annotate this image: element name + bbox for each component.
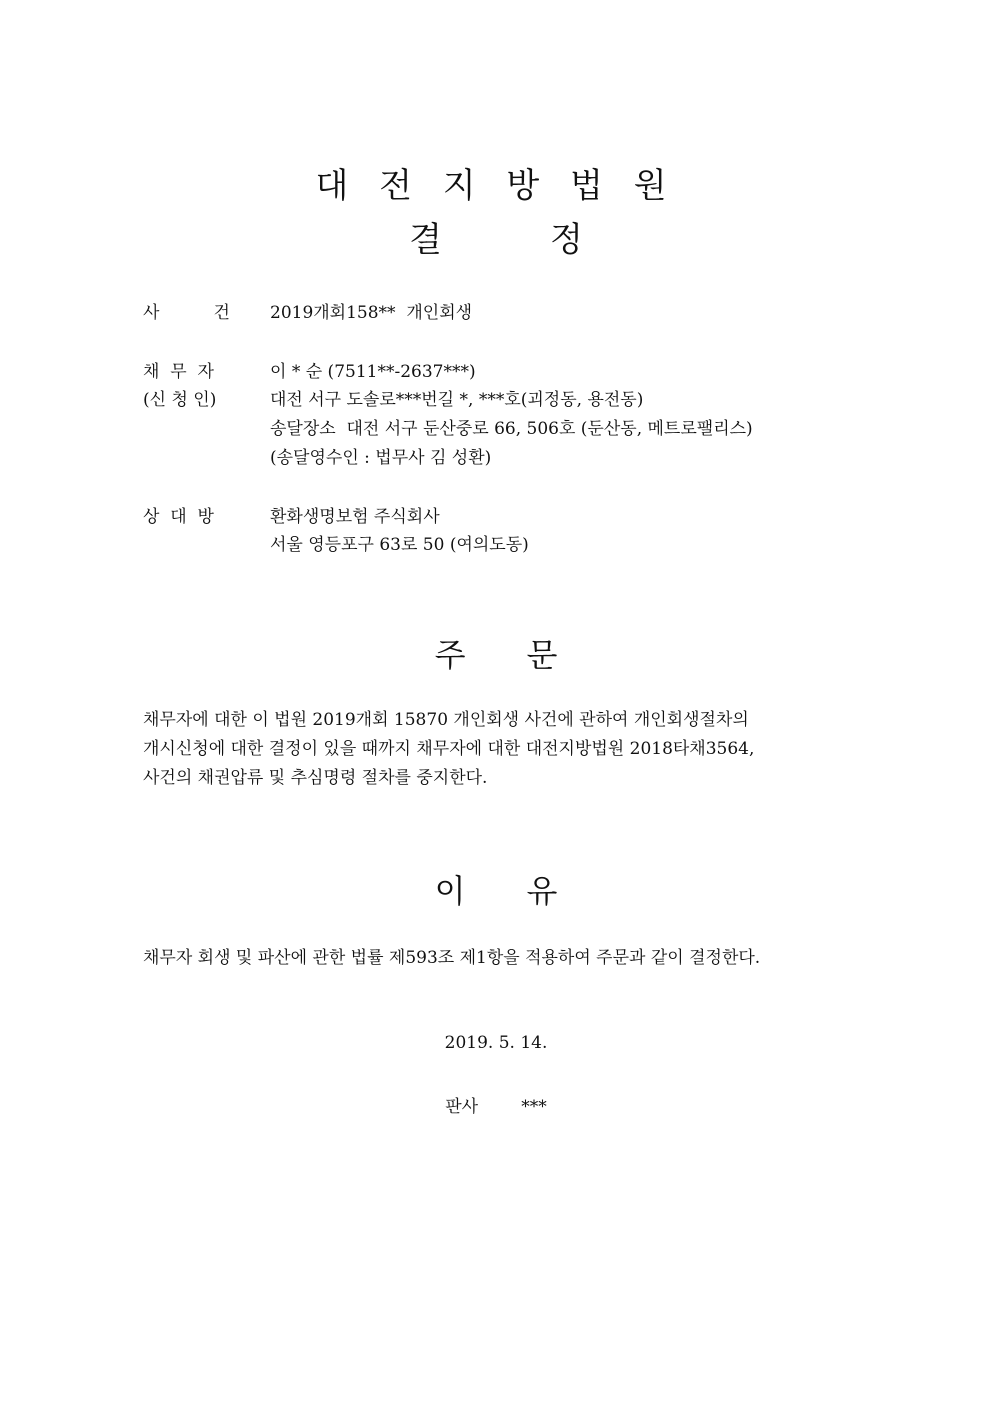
delivery-agent: (송달영수인 : 법무사 김 성환) bbox=[270, 448, 492, 468]
document-type-title: 결 정 bbox=[409, 220, 583, 260]
judge-signature: 판사 *** bbox=[445, 1097, 547, 1117]
applicant-label: (신 청 인) bbox=[143, 390, 217, 410]
court-name: 대 전 지 방 법 원 bbox=[315, 166, 677, 206]
order-paragraph bbox=[143, 706, 863, 793]
debtor-address: 대전 서구 도솔로***번길 *, ***호(괴정동, 용전동) bbox=[270, 390, 644, 410]
order-line: 사건의 채권압류 및 추심명령 절차를 중지한다. bbox=[143, 768, 488, 788]
order-heading: 주 문 bbox=[434, 636, 558, 674]
case-number: 2019개회158** 개인회생 bbox=[270, 303, 473, 323]
reason-text: 채무자 회생 및 파산에 관한 법률 제593조 제1항을 적용하여 주문과 같이 결정한다. bbox=[143, 948, 761, 968]
order-line: 채무자에 대한 이 법원 2019개회 15870 개인회생 사건에 관하여 개인회생절차의 bbox=[143, 710, 749, 730]
decision-date: 2019. 5. 14. bbox=[444, 1033, 548, 1053]
debtor-label: 채 무 자 bbox=[143, 362, 214, 382]
counterparty-address: 서울 영등포구 63로 50 (여의도동) bbox=[270, 535, 529, 555]
counterparty-label: 상 대 방 bbox=[143, 507, 214, 527]
delivery-address: 송달장소 대전 서구 둔산중로 66, 506호 (둔산동, 메트로팰리스) bbox=[270, 419, 753, 439]
debtor-name: 이 * 순 (7511**-2637***) bbox=[270, 362, 476, 382]
case-label: 사 건 bbox=[143, 303, 230, 323]
order-line: 개시신청에 대한 결정이 있을 때까지 채무자에 대한 대전지방법원 2018타채3564, bbox=[143, 739, 755, 759]
counterparty-name: 환화생명보험 주식회사 bbox=[270, 507, 440, 527]
reason-heading: 이 유 bbox=[434, 872, 558, 910]
